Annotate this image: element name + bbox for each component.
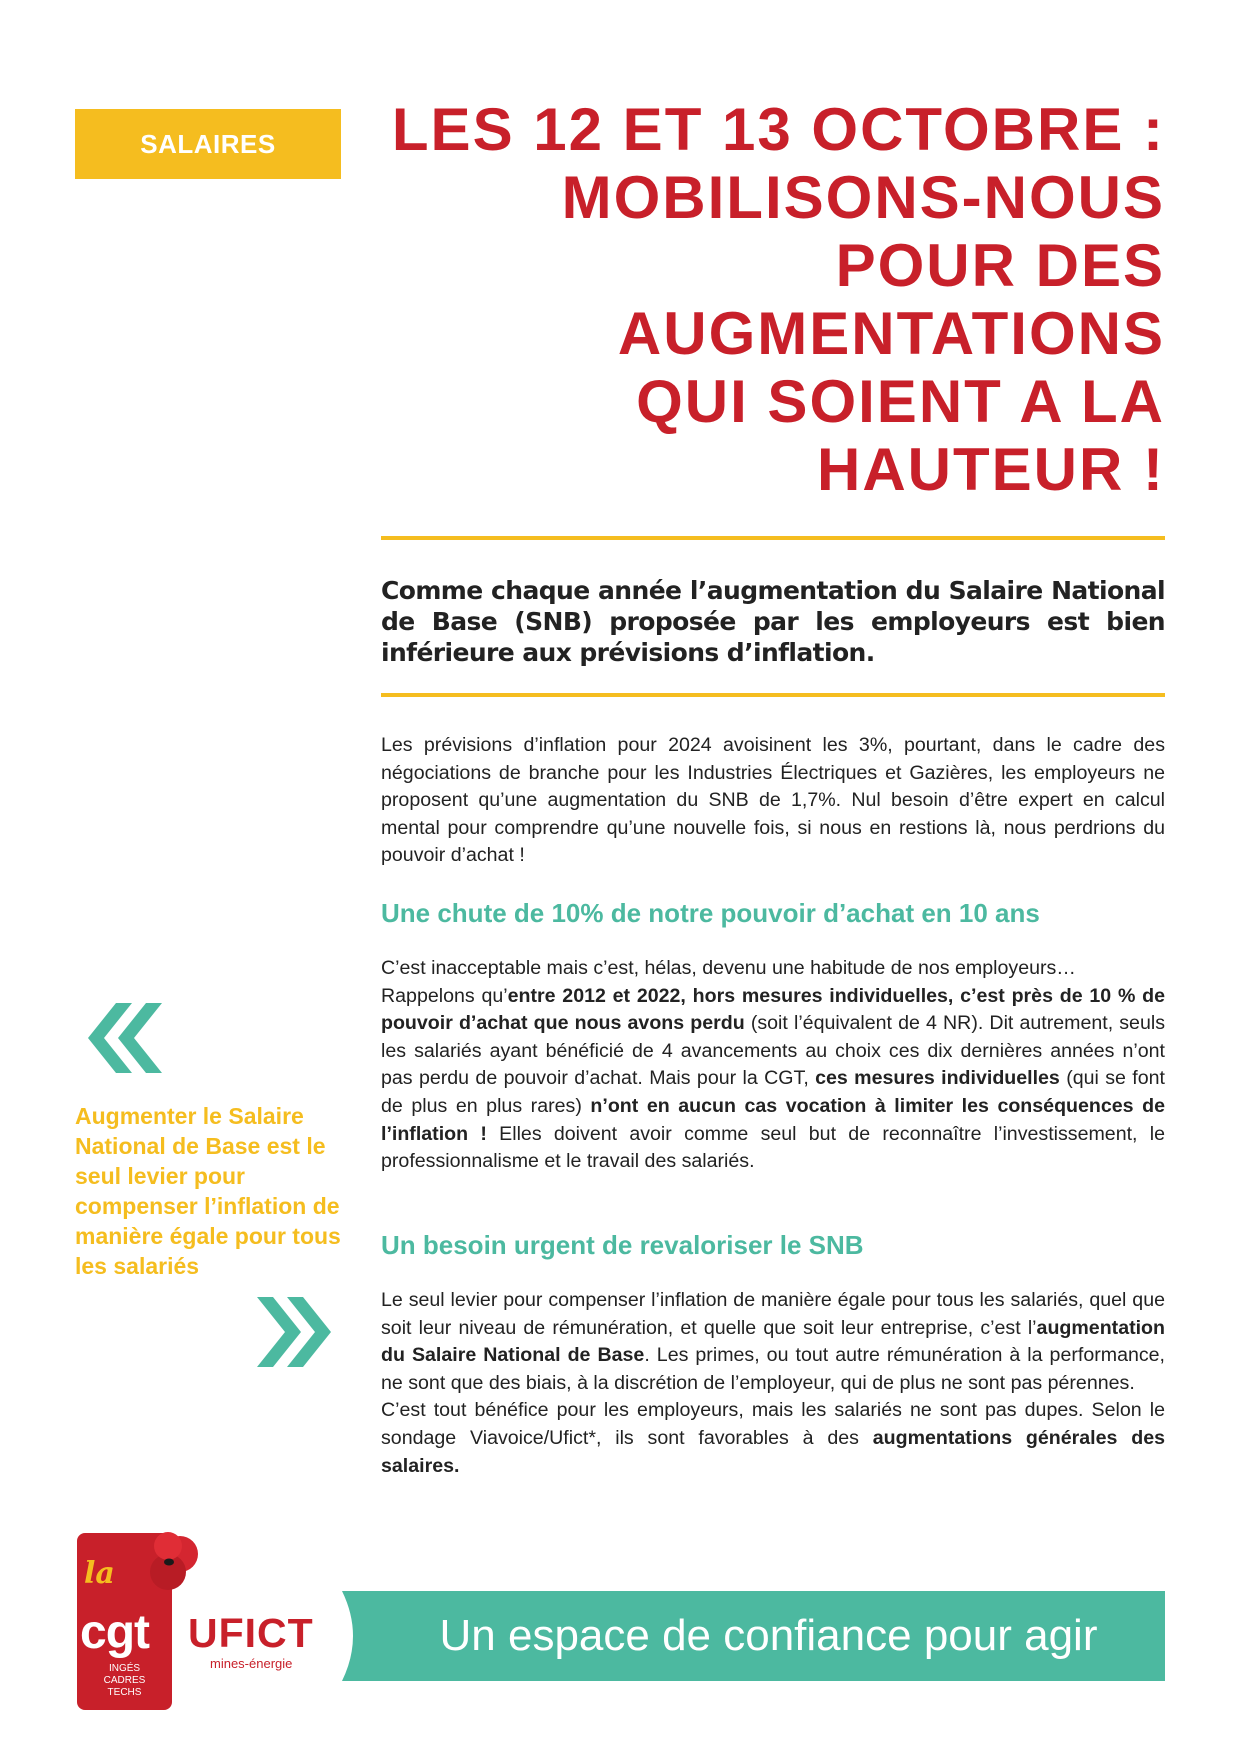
section1-p2 (381, 983, 1165, 1176)
footer-slogan: Un espace de confiance pour agir (439, 1611, 1098, 1660)
headline-line: LES 12 ET 13 OCTOBRE : (391, 96, 1165, 163)
close-quote-icon (253, 1297, 335, 1367)
headline-line: HAUTEUR ! (817, 436, 1165, 503)
bold-run: ces mesures individuelles (815, 1067, 1060, 1090)
section1-heading: Une chute de 10% de notre pouvoir d’achat en 10 ans (381, 898, 1040, 928)
section2-body (381, 1287, 1165, 1480)
section1-p1: C’est inacceptable mais c’est, hélas, devenu une habitude de nos employeurs… (381, 957, 1076, 979)
ufict-wordmark: UFICT (188, 1610, 314, 1656)
pull-quote: Augmenter le Salaire National de Base est le seul levier pour compenser l’inflation de manière égale pour tous les salariés (75, 1103, 341, 1279)
text-run: Elles doivent avoir comme seul but de reconnaître l’investissement, le professionnalisme et le travail des salariés. (381, 1122, 1166, 1173)
logo-line: TECHS (107, 1687, 142, 1698)
open-quote-icon (84, 1003, 166, 1073)
logo-cgt: cgt (80, 1606, 149, 1659)
bold-run: augmentations générales des salaires. (381, 1426, 1165, 1477)
bold-run: augmentation du Salaire National de Base (381, 1316, 1165, 1367)
headline-line: AUGMENTATIONS (617, 300, 1165, 367)
text-run: (soit l’équivalent de 4 NR). Dit autrement, seuls les salariés ayant bénéficié de 4 avancements au choix ces dix dernières années n’ont pas perdu de pouvoir d’achat. Mais pour la CGT, (381, 1012, 1165, 1090)
poppy-icon (128, 1526, 210, 1596)
text-run: Rappelons qu’ (381, 984, 508, 1007)
section-tag: SALAIRES (75, 109, 341, 179)
text-run: Le seul levier pour compenser l’inflation de manière égale pour tous les salariés, quel que soit leur niveau de rémunération, et quelle que soit leur entreprise, c’est l’ (381, 1289, 1165, 1339)
headline-line: MOBILISONS-NOUS (561, 164, 1165, 231)
intro-text: Les prévisions d’inflation pour 2024 avoisinent les 3%, pourtant, dans le cadre des négociations de branche pour les Industries Électriques et Gazières, les employeurs ne proposent qu’une augmentation du SNB de 1,7%. Nul besoin d’être expert en calcul mental pour comprendre qu’une nouvelle fois, si nous en restions là, nous perdrions du pouvoir d’achat ! (381, 734, 1165, 867)
headline-line: POUR DES (835, 232, 1165, 299)
section2-p1 (381, 1287, 1165, 1397)
ufict-subtitle: mines-énergie (210, 1656, 293, 1671)
intro-paragraph (381, 732, 1165, 870)
text-run: . Les primes, ou tout autre rémunération à la performance, ne sont que des biais, à la discrétion de l’employeur, qui de plus ne sont pas pérennes. (381, 1344, 1165, 1394)
text-run: C’est tout bénéfice pour les employeurs, mais les salariés ne sont pas dupes. Selon le sondage Viavoice/Ufict*, ils sont favorables à des (381, 1399, 1165, 1449)
bold-run: n’ont en aucun cas vocation à limiter les conséquences de l’inflation ! (381, 1094, 1165, 1145)
divider-top (381, 536, 1165, 540)
section1-body (381, 955, 1165, 1176)
headline-line: QUI SOIENT A LA (636, 368, 1165, 435)
lead-paragraph: Comme chaque année l’augmentation du Salaire National de Base (SNB) proposée par les employeurs est bien inférieure aux prévisions d’inflation. (381, 576, 1165, 667)
logo-line: CADRES (103, 1675, 146, 1686)
divider-bottom (381, 693, 1165, 697)
section2-heading: Un besoin urgent de revaloriser le SNB (381, 1230, 864, 1260)
headline (370, 96, 1165, 504)
text-run: (qui se font de plus en plus rares) (381, 1067, 1165, 1117)
logo-la: la (84, 1556, 115, 1591)
bold-run: entre 2012 et 2022, hors mesures individuelles, c’est près de 10 % de pouvoir d’achat que nous avons perdu (381, 984, 1165, 1035)
logo-line: INGÉS (108, 1663, 141, 1674)
section2-p2 (381, 1397, 1165, 1480)
